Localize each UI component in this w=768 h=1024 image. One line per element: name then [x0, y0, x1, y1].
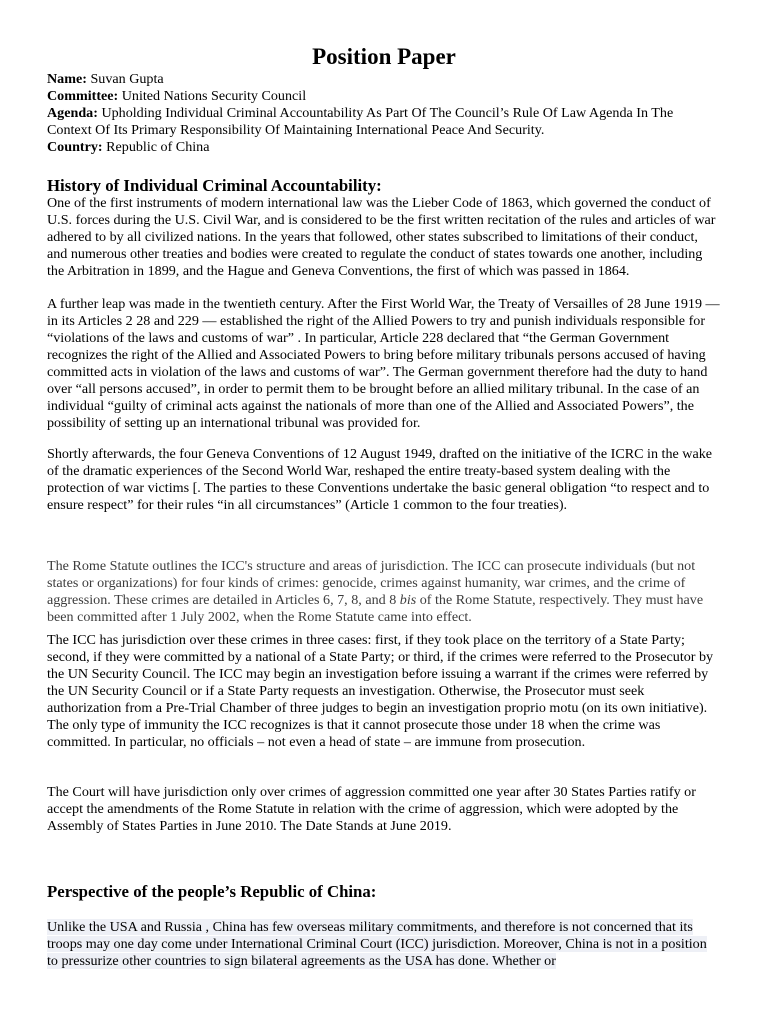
history-paragraph-3: Shortly afterwards, the four Geneva Conventions of 12 August 1949, drafted on the initiative of the ICRC in the wake of the dramatic experiences of the Second World War, reshaped the entire treaty-based system dealing with the protection of war victims [. The parties to these Conventions undertake the basic general obligation “to respect and to ensure respect” for their rules “in all circumstances” (Article 1 common to the four treaties).	[47, 446, 713, 513]
agenda-value: Upholding Individual Criminal Accountability As Part Of The Council’s Rule Of Law Agenda In The Context Of Its Primary Responsibility Of Maintaining International Peace And Security.	[47, 105, 674, 138]
perspective-paragraph-1	[47, 919, 721, 970]
paper-metadata	[47, 71, 719, 156]
name-value: Suvan Gupta	[90, 71, 164, 87]
rome-statute-text-b: of the Rome Statute, respectively. They must have been committed after 1 July 2002, when the Rome Statute came into effect.	[47, 592, 704, 625]
aggression-paragraph: The Court will have jurisdiction only over crimes of aggression committed one year after 30 States Parties ratify or accept the amendments of the Rome Statute in relation with the crime of aggression, which were adopted by the Assembly of States Parties in June 2010. The Date Stands at June 2019.	[47, 784, 696, 834]
name-label: Name:	[47, 71, 87, 87]
perspective-highlighted-text: Unlike the USA and Russia , China has few overseas military commitments, and therefore is not concerned that its troops may one day come under International Criminal Court (ICC) jurisdiction. Moreover, China is not in a position to pressurize other countries to sign bilateral agreements as the USA has done. Whether or	[47, 919, 707, 969]
rome-statute-paragraph	[47, 558, 721, 626]
committee-value: United Nations Security Council	[121, 88, 307, 104]
country-line	[47, 139, 719, 156]
history-heading: History of Individual Criminal Accountability:	[47, 176, 382, 195]
name-line	[47, 71, 719, 88]
jurisdiction-paragraph: The ICC has jurisdiction over these crimes in three cases: first, if they took place on the territory of a State Party; second, if they were committed by a national of a State Party; or third, if the crimes were referred to the Prosecutor by the UN Security Council. The ICC may begin an investigation before issuing a warrant if the crimes were referred by the UN Security Council or if a State Party requests an investigation. Otherwise, the Prosecutor must seek authorization from a Pre-Trial Chamber of three judges to begin an investigation proprio motu (on its own initiative). The only type of immunity the ICC recognizes is that it cannot prosecute those under 18 when the crime was committed. In particular, no officials – not even a head of state – are immune from prosecution.	[47, 632, 714, 750]
country-value: Republic of China	[106, 139, 210, 155]
committee-label: Committee:	[47, 88, 119, 104]
committee-line	[47, 88, 719, 105]
rome-statute-text-a: The Rome Statute outlines the ICC's structure and areas of jurisdiction. The ICC can prosecute individuals (but not states or organizations) for four kinds of crimes: genocide, crimes against humanity, war crimes, and the crime of aggression. These crimes are detailed in Articles 6, 7, 8, and 8	[47, 558, 696, 608]
agenda-label: Agenda:	[47, 105, 98, 121]
perspective-heading: Perspective of the people’s Republic of China:	[47, 882, 377, 901]
agenda-line	[47, 105, 719, 139]
country-label: Country:	[47, 139, 103, 155]
page-title: Position Paper	[312, 44, 456, 69]
rome-statute-italic: bis	[399, 592, 417, 608]
history-paragraph-1: One of the first instruments of modern international law was the Lieber Code of 1863, which governed the conduct of U.S. forces during the U.S. Civil War, and is considered to be the first written recitation of the rules and articles of war adhered to by all civilized nations. In the years that followed, other states subscribed to limitations of their conduct, and numerous other treaties and bodies were created to regulate the conduct of states towards one another, including the Arbitration in 1899, and the Hague and Geneva Conventions, the first of which was passed in 1864.	[47, 195, 716, 279]
history-paragraph-2: A further leap was made in the twentieth century. After the First World War, the Treaty of Versailles of 28 June 1919 — in its Articles 2 28 and 229 — established the right of the Allied Powers to try and punish individuals responsible for “violations of the laws and customs of war” . In particular, Article 228 declared that “the German Government recognizes the right of the Allied and Associated Powers to bring before military tribunals persons accused of having committed acts in violation of the laws and customs of war”. The German government therefore had the duty to hand over “all persons accused”, in order to permit them to be brought before an allied military tribunal. In the case of an individual “guilty of criminal acts against the nationals of more than one of the Allied and Associated Powers”, the possibility of setting up an international tribunal was provided for.	[47, 296, 720, 431]
